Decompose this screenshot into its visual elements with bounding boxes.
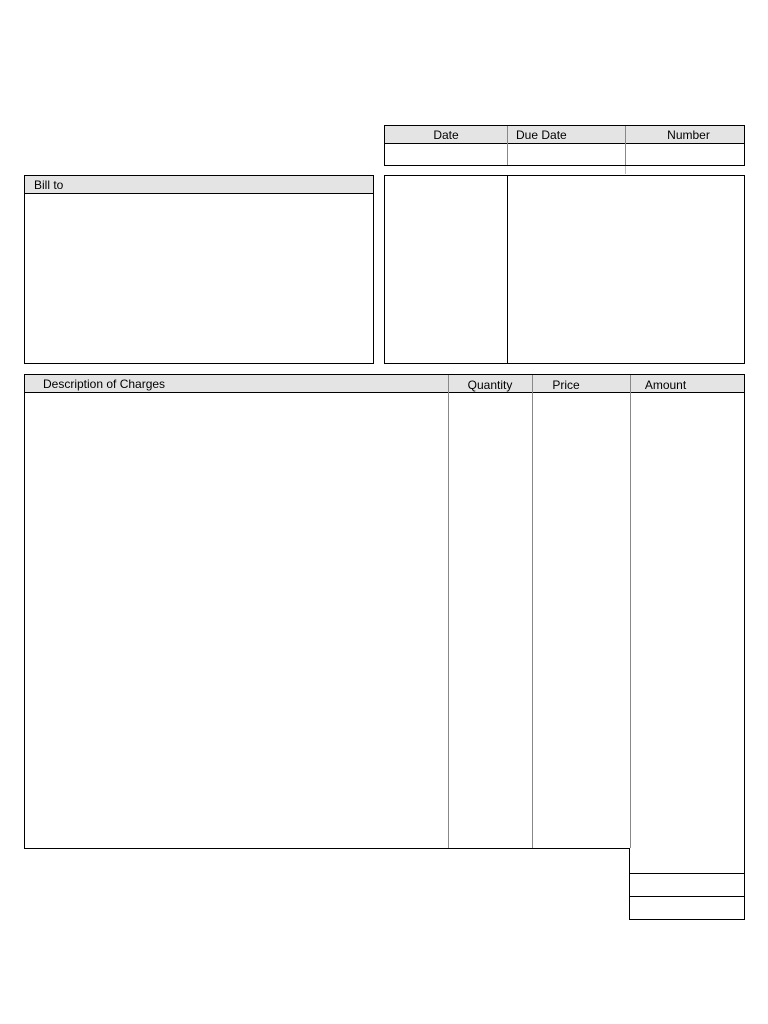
quantity-col-divider (532, 375, 533, 848)
description-column[interactable] (25, 393, 448, 848)
number-col-tick (625, 166, 626, 174)
date-value-cell[interactable] (385, 144, 507, 165)
bill-to-label: Bill to (34, 178, 64, 192)
amount-column[interactable] (630, 393, 744, 848)
due-date-value-cell[interactable] (507, 144, 625, 165)
total-row-3[interactable] (630, 897, 744, 918)
description-header: Description of Charges (43, 377, 166, 391)
date-number-header-row (385, 126, 744, 144)
bill-to-address-field[interactable] (25, 194, 373, 363)
quantity-column[interactable] (448, 393, 532, 848)
total-row-1[interactable] (630, 848, 744, 873)
total-row-2[interactable] (630, 874, 744, 896)
number-col-divider (625, 126, 626, 165)
price-header: Price (552, 378, 580, 392)
price-col-divider (630, 375, 631, 848)
bill-to-box (24, 175, 374, 364)
amount-header: Amount (644, 378, 687, 392)
date-header: Date (433, 128, 459, 142)
quantity-header: Quantity (467, 378, 513, 392)
due-date-header: Due Date (516, 128, 567, 142)
description-col-divider (448, 375, 449, 848)
date-col-divider (507, 126, 508, 165)
number-header: Number (667, 128, 710, 142)
price-column[interactable] (532, 393, 630, 848)
bill-to-header (25, 176, 373, 194)
info-box-right-pane[interactable] (508, 176, 744, 363)
totals-box (629, 848, 745, 920)
info-box (384, 175, 745, 364)
date-number-table (384, 125, 745, 166)
charges-header-row (25, 375, 744, 393)
number-value-cell[interactable] (625, 144, 744, 165)
charges-table (24, 374, 745, 849)
info-box-left-pane[interactable] (385, 176, 507, 363)
